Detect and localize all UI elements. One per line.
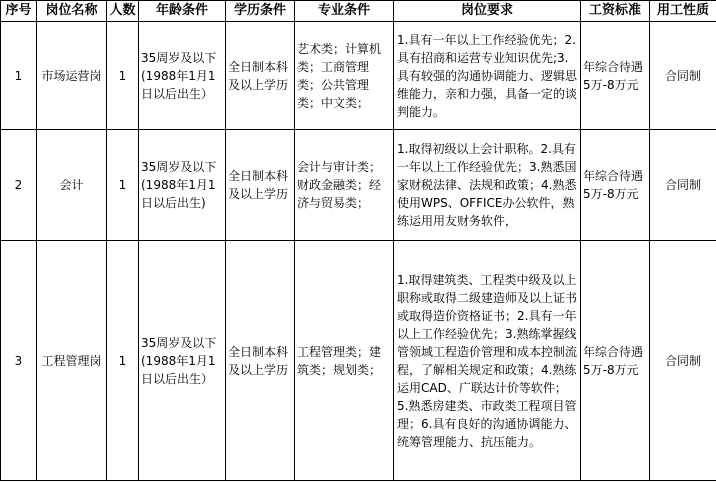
cell-requirements: 1.具有一年以上工作经验优先；2.具有招商和运营专业知识优先;3.具有较强的沟通协调能力、逻辑思维能力，亲和力强，具备一定的谈判能力。 — [394, 22, 581, 130]
header-count: 人数 — [107, 1, 139, 22]
cell-position: 会计 — [37, 130, 107, 241]
cell-count: 1 — [107, 22, 139, 130]
cell-education: 全日制本科及以上学历 — [226, 241, 295, 481]
table-row — [1, 241, 716, 481]
cell-age: 35周岁及以下(1988年1月1日以后出生) — [139, 130, 226, 241]
cell-age: 35周岁及以下(1988年1月1日以后出生） — [139, 22, 226, 130]
cell-requirements: 1.取得初级以上会计职称。2.具有一年以上工作经验优先；3.熟悉国家财税法律、法规和政策；4.熟悉使用WPS、OFFICE办公软件，熟练运用用友财务软件， — [394, 130, 581, 241]
header-salary: 工资标准 — [581, 1, 650, 22]
cell-major: 会计与审计类；财政金融类；经济与贸易类； — [295, 130, 394, 241]
header-major: 专业条件 — [295, 1, 394, 22]
cell-count: 1 — [107, 130, 139, 241]
header-age: 年龄条件 — [139, 1, 226, 22]
cell-age: 35周岁及以下(1988年1月1日以后出生） — [139, 241, 226, 481]
header-requirements: 岗位要求 — [394, 1, 581, 22]
cell-position: 市场运营岗 — [37, 22, 107, 130]
cell-count: 1 — [107, 241, 139, 481]
cell-education: 全日制本科及以上学历 — [226, 22, 295, 130]
cell-no: 2 — [1, 130, 37, 241]
cell-no: 1 — [1, 22, 37, 130]
header-education: 学历条件 — [226, 1, 295, 22]
header-position: 岗位名称 — [37, 1, 107, 22]
cell-major: 艺术类；计算机类；工商管理类；公共管理类；中文类； — [295, 22, 394, 130]
table-row — [1, 130, 716, 241]
cell-position: 工程管理岗 — [37, 241, 107, 481]
cell-type: 合同制 — [650, 130, 716, 241]
cell-education: 全日制本科及以上学历 — [226, 130, 295, 241]
cell-salary: 年综合待遇5万-8万元 — [581, 130, 650, 241]
header-no: 序号 — [1, 1, 37, 22]
cell-no: 3 — [1, 241, 37, 481]
cell-salary: 年综合待遇5万-8万元 — [581, 22, 650, 130]
cell-major: 工程管理类；建筑类；规划类； — [295, 241, 394, 481]
cell-requirements: 1.取得建筑类、工程类中级及以上职称或取得二级建造师及以上证书或取得造价资格证书；2.具有一年以上工作经验优先；3.熟练掌握线管领域工程造价管理和成本控制流程，了解相关规定和政策；4.熟练运用CAD、广联达计价等软件；5.熟悉房建类、市政类工程项目管理；6.具有良好的沟通协调能力、统筹管理能力、抗压能力。 — [394, 241, 581, 481]
header-row — [1, 1, 716, 22]
cell-salary: 年综合待遇5万-8万元 — [581, 241, 650, 481]
cell-type: 合同制 — [650, 241, 716, 481]
cell-type: 合同制 — [650, 22, 716, 130]
table-row — [1, 22, 716, 130]
header-type: 用工性质 — [650, 1, 716, 22]
